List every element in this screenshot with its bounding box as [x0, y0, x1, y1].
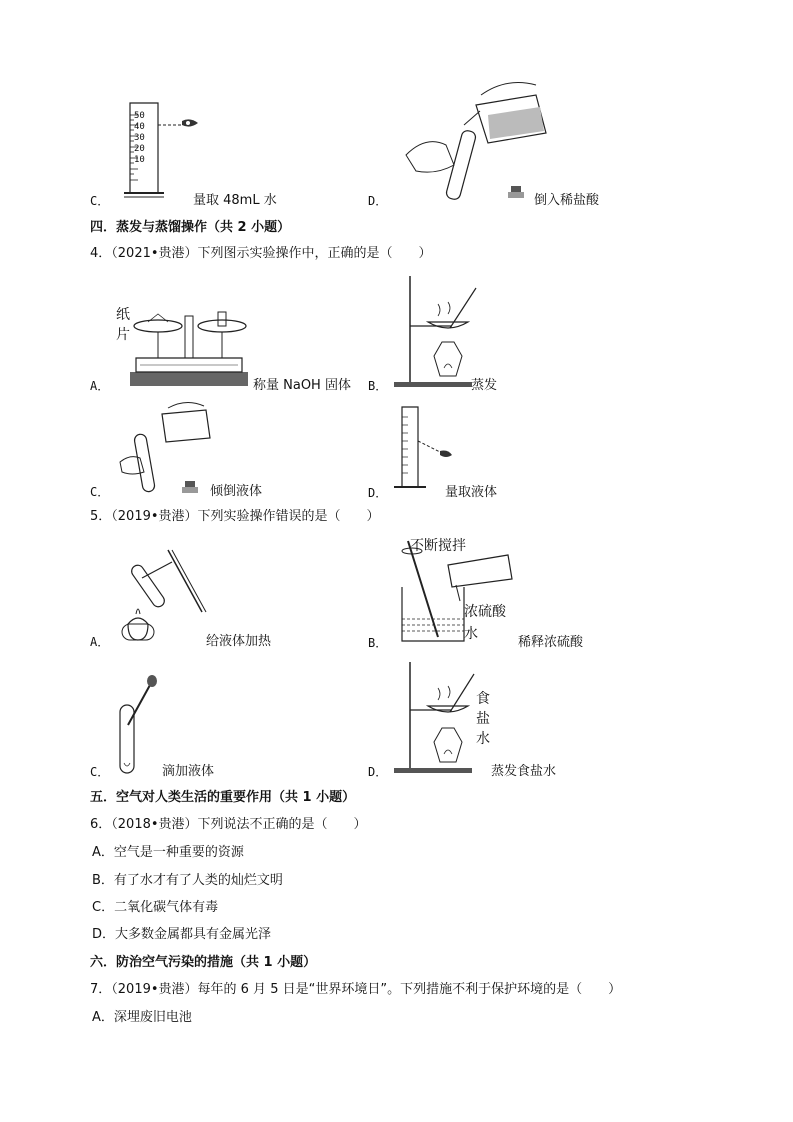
option-letter: D．: [368, 486, 388, 500]
option-letter: B．: [368, 636, 388, 650]
q6-option-d[interactable]: D．大多数金属都具有金属光泽: [92, 927, 272, 942]
option-caption: 量取液体: [445, 485, 498, 500]
option-letter: B．: [368, 379, 388, 393]
option-letter: C．: [90, 765, 110, 779]
option-caption: 倒入稀盐酸: [534, 193, 600, 208]
salt-water-label-1: 食: [476, 691, 490, 707]
q3-option-d[interactable]: [368, 75, 618, 210]
q5-option-b[interactable]: [368, 535, 628, 651]
option-letter: D．: [368, 765, 388, 779]
q3-option-c[interactable]: [90, 95, 350, 210]
dropper-test-tube-figure: [114, 675, 174, 775]
q7-stem: 7．（2019•贵港）每年的 6 月 5 日是“世界环境日”。下列措施不利于保护环境的是（ ）: [90, 982, 622, 997]
option-caption: 量取 48mL 水: [193, 193, 277, 208]
paper-label-1: 纸: [116, 307, 130, 323]
option-letter: C．: [90, 485, 110, 499]
scale-mark-30: 30: [134, 133, 145, 143]
q6-option-a[interactable]: A．空气是一种重要的资源: [92, 845, 244, 860]
scale-mark-50: 50: [134, 111, 145, 121]
q5-stem: 5．（2019•贵港）下列实验操作错误的是（ ）: [90, 509, 380, 524]
option-letter: A．: [90, 635, 110, 649]
option-letter: D．: [368, 194, 388, 208]
bottle-stopper-icon: [508, 185, 524, 199]
measuring-cylinder-eye-figure: [392, 405, 472, 497]
q4-option-a[interactable]: [90, 298, 360, 394]
balance-scale-figure: [130, 298, 260, 390]
option-letter: A．: [90, 379, 110, 393]
option-caption: 蒸发食盐水: [491, 764, 557, 779]
q7-option-a[interactable]: A．深埋废旧电池: [92, 1010, 192, 1025]
option-caption: 蒸发: [471, 378, 498, 393]
scale-mark-40: 40: [134, 122, 145, 132]
q6-option-c[interactable]: C．二氧化碳气体有毒: [92, 900, 219, 915]
q6-option-b[interactable]: B．有了水才有了人类的灿烂文明: [92, 873, 283, 888]
acid-label: 浓硫酸: [464, 604, 506, 620]
salt-evaporation-figure: [390, 660, 490, 776]
paper-label-2: 片: [116, 327, 130, 343]
option-caption: 称量 NaOH 固体: [253, 378, 351, 393]
pouring-acid-figure: [396, 75, 556, 210]
section-title-5: 五．空气对人类生活的重要作用（共 1 小题）: [90, 790, 356, 805]
bottle-stopper-icon: [182, 480, 198, 494]
stir-label: 不断搅拌: [410, 538, 466, 554]
dilution-setup-figure: [388, 541, 528, 647]
q4-option-c[interactable]: [90, 400, 290, 502]
heating-liquid-figure: [112, 548, 212, 644]
section-title-4: 四．蒸发与蒸馏操作（共 2 小题）: [90, 220, 291, 235]
option-caption: 稀释浓硫酸: [518, 635, 584, 650]
option-caption: 给液体加热: [206, 634, 272, 649]
scale-mark-10: 10: [134, 155, 145, 165]
salt-water-label-3: 水: [476, 731, 490, 747]
q5-option-d[interactable]: [368, 660, 628, 781]
q6-stem: 6．（2018•贵港）下列说法不正确的是（ ）: [90, 817, 367, 832]
q4-option-d[interactable]: [368, 405, 548, 502]
option-caption: 滴加液体: [162, 764, 215, 779]
pouring-liquid-figure: [116, 400, 226, 496]
q5-option-a[interactable]: [90, 548, 290, 651]
scale-mark-20: 20: [134, 144, 145, 154]
option-letter: C．: [90, 194, 110, 208]
evaporation-setup-figure: [390, 272, 490, 390]
salt-water-label-2: 盐: [476, 711, 490, 727]
q5-option-c[interactable]: [90, 675, 260, 781]
cylinder-scale-labels: [134, 111, 145, 166]
section-title-6: 六．防治空气污染的措施（共 1 小题）: [90, 955, 317, 970]
q4-option-b[interactable]: [368, 272, 548, 394]
option-caption: 倾倒液体: [210, 484, 263, 499]
water-label: 水: [464, 626, 478, 642]
q4-stem: 4．（2021•贵港）下列图示实验操作中，正确的是（ ）: [90, 246, 432, 261]
